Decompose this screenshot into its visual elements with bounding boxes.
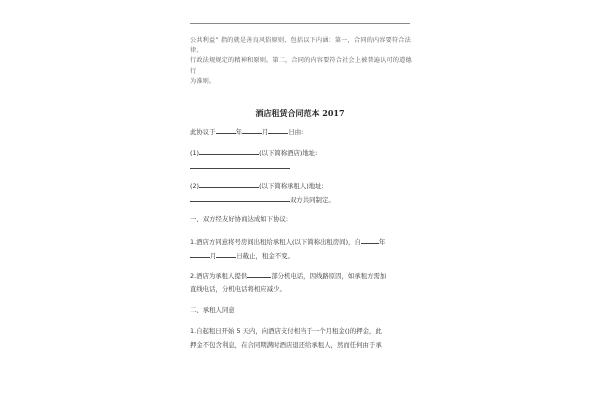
clause2-line1: 2.酒店为承租人提供 部分机电话，因线路原因，如承租方需加	[190, 272, 387, 280]
clause3-line1: 1.自起租日开始 5 天内，向酒店支付相当于一个月租金()的押金，此	[190, 327, 382, 335]
party1-address-line	[190, 161, 420, 172]
party2-name-blank	[199, 180, 259, 188]
document-title: 酒店租赁合同范本 2017	[255, 108, 345, 118]
clause1-line1: 1.酒店方同意将号房间出租给承租人(以下简称出租房间)，自 年	[190, 238, 386, 246]
parties-joint-line: 双方共同制定。	[190, 194, 420, 205]
party1-name-blank	[199, 147, 259, 155]
section1-heading: 一、双方经友好协商达成如下协议:	[190, 215, 289, 223]
section2-heading: 二、承租人同意	[190, 306, 235, 314]
clause3-line2: 押金不包含利息，在合同期满时酒店退还给承租人，然而任何由于承	[190, 341, 382, 349]
agreement-date-line: 此协议于 年 月 日由:	[190, 128, 304, 136]
party1-line: (1) (以下简称酒店)地址:	[190, 149, 318, 157]
intro-line: 为准则。	[190, 77, 216, 85]
party2-address-blank	[190, 194, 290, 202]
intro-line: 行政法规规定的精神和原则。第二，合同的内容要符合社会上被普遍认可的道德行	[190, 57, 412, 75]
top-divider	[190, 23, 410, 24]
intro-paragraph	[190, 36, 412, 87]
day-blank	[268, 126, 288, 134]
month-blank	[242, 126, 262, 134]
year-blank	[216, 126, 236, 134]
clause2-line2: 直线电话，分机电话将相应减少。	[190, 285, 286, 293]
clause2-blank	[247, 270, 271, 278]
clause1-line2: 月 日截止，租金不变。	[190, 250, 420, 261]
clause1-year-blank	[361, 236, 379, 244]
intro-line: 公共利益” 指的就是善良风俗原则，包括以下内涵：第一，合同的内容要符合法律、	[190, 37, 411, 55]
clause1-blank-b	[216, 250, 236, 258]
party2-line: (2) (以下简称承租人)地址:	[190, 182, 324, 190]
party1-address-blank	[190, 161, 290, 169]
clause1-blank-a	[190, 250, 210, 258]
